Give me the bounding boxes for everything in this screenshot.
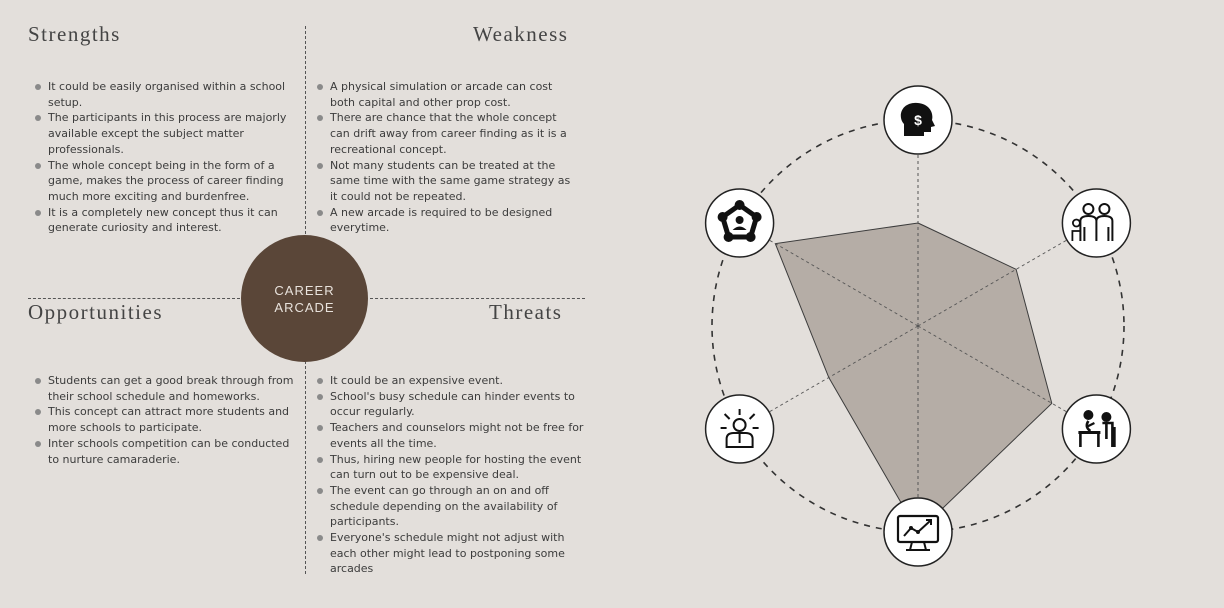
center-label-line1: CAREER [274, 282, 335, 298]
list-item: The event can go through an on and off schedule depending on the availability of participants. [317, 483, 585, 530]
list-item: Thus, hiring new people for hosting the event can turn out to be expensive deal. [317, 452, 585, 483]
weakness-heading: Weakness [473, 22, 569, 46]
list-item: The participants in this process are majorly available except the subject matter professionals. [35, 110, 307, 157]
svg-text:$: $ [914, 112, 922, 128]
head-dollar-icon [884, 86, 952, 154]
threats-list [317, 373, 585, 577]
computer-analytics-icon [884, 498, 952, 566]
list-item: It is a completely new concept thus it can generate curiosity and interest. [35, 205, 307, 236]
center-label-line2: ARCADE [274, 299, 335, 315]
list-item: Students can get a good break through from their school schedule and homeworks. [35, 373, 303, 404]
list-item: This concept can attract more students and more schools to participate. [35, 404, 303, 435]
list-item: Inter schools competition can be conducted to nurture camaraderie. [35, 436, 303, 467]
horizontal-divider-right [370, 298, 585, 299]
teacher-student-icon [1062, 395, 1130, 463]
strengths-heading: Strengths [28, 22, 121, 46]
opportunities-heading: Opportunities [28, 300, 163, 324]
opportunities-list [35, 373, 303, 467]
list-item: It could be an expensive event. [317, 373, 585, 389]
threats-heading: Threats [489, 300, 563, 324]
list-item: There are chance that the whole concept can drift away from career finding as it is a recreational concept. [317, 110, 579, 157]
list-item: It could be easily organised within a school setup. [35, 79, 307, 110]
weakness-list [317, 79, 579, 236]
family-icon [1062, 189, 1130, 257]
career-arcade-circle [241, 235, 368, 362]
list-item: A physical simulation or arcade can cost both capital and other prop cost. [317, 79, 579, 110]
network-person-icon [706, 189, 774, 257]
person-thinking-icon [706, 395, 774, 463]
horizontal-divider-left [28, 298, 240, 299]
list-item: School's busy schedule can hinder events to occur regularly. [317, 389, 585, 420]
list-item: The whole concept being in the form of a game, makes the process of career finding much more exciting and burdenfree. [35, 158, 307, 205]
strengths-list [35, 79, 307, 236]
list-item: Not many students can be treated at the same time with the same game strategy as it could not be repeated. [317, 158, 579, 205]
list-item: Everyone's schedule might not adjust with each other might lead to postponing some arcades [317, 530, 585, 577]
list-item: A new arcade is required to be designed everytime. [317, 205, 579, 236]
radar-diagram [660, 60, 1180, 580]
radar-polygon [775, 223, 1052, 532]
list-item: Teachers and counselors might not be free for events all the time. [317, 420, 585, 451]
